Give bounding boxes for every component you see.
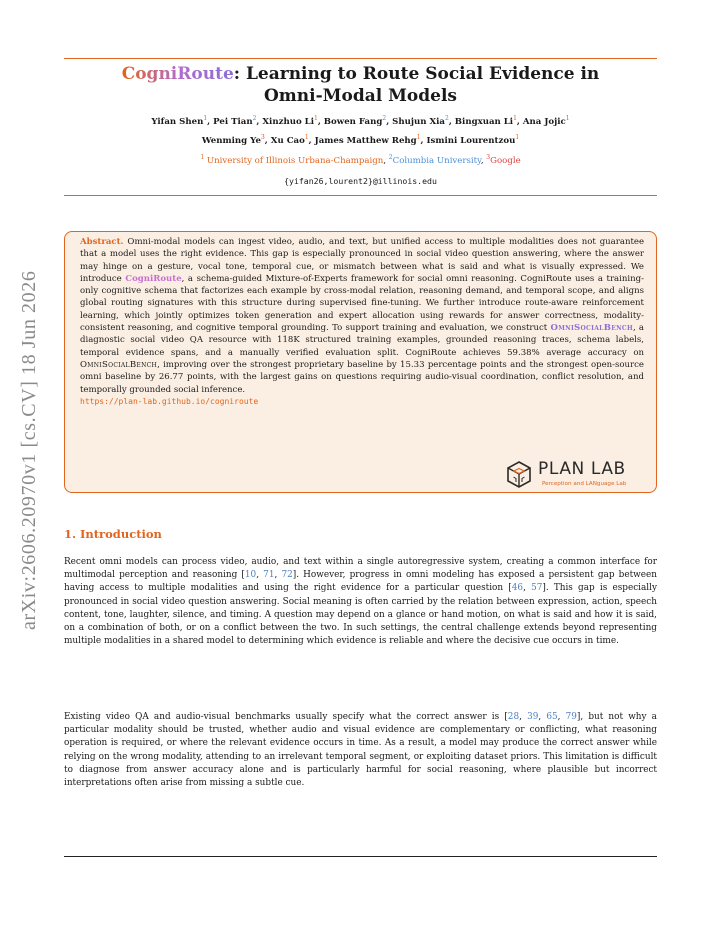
intro-p1-text-c: ]. This gap is especially pronounced in social video question answering. Social meaning is often carried by the relation between expression, action, speech content, tone, laughter, silence, and timing. A question may depend on a glance or hand motion, on what is said and how it is said, on a combination of both, or on a conflict between the two. In such settings, the central challenge extends beyond representing multiple modalities in a shared model to determining which evidence is reliable and where the decisive cue occurs in time. xyxy=(64,583,657,647)
author-name: Yifan Shen xyxy=(151,116,204,127)
citation-link[interactable]: 39 xyxy=(527,712,539,722)
author-name: Xinzhuo Li xyxy=(262,116,314,127)
author-name: Bingxuan Li xyxy=(454,116,514,127)
affil-num-1: 1 xyxy=(200,154,205,161)
title-line2: Omni-Modal Models xyxy=(264,86,457,106)
author-affiliation-mark: 1 xyxy=(513,115,517,122)
abstract-bench-2: OmniSocialBench xyxy=(80,359,158,370)
contact-email: {yifan26,lourent2}@illinois.edu xyxy=(284,176,437,186)
top-rule xyxy=(64,58,657,59)
plan-lab-logo xyxy=(506,460,656,492)
intro-p2-text-a: Existing video QA and audio-visual benchmarks usually specify what the correct answer is [ xyxy=(64,712,508,722)
abstract-bench: OmniSocialBench xyxy=(550,323,633,334)
abstract-part-4: , improving over the strongest proprietary baseline by 15.33 percentage points and the strongest open-source omni baseline by 26.77 points, with the largest gains on questions requiring audio-visual coordination, conflict resolution, and temporally grounded social inference. xyxy=(80,359,644,395)
author-line-2: Wenming Ye$^3$, Xu Cao$^1$, James Matthew Rehg$^1$, Ismini Lourentzou$^1$ xyxy=(201,133,520,146)
abstract-part-3: , a diagnostic social video QA resource with 118K structured training examples, grounded reasoning traces, schema labels, temporal evidence spans, and a manually verified evaluation split. CogniRoute achieves 59.38% average accuracy on xyxy=(80,323,645,358)
abstract-part-1: Omni-modal models can ingest video, audio, and text, but unified access to multiple modalities does not guarantee that a model uses the right evidence. This gap is especially pronounced in social video question answering, where the answer may hinge on a gesture, vocal tone, temporal cue, or mismatch between what is said and what is visually expressed. We introduce xyxy=(80,237,644,284)
author-list xyxy=(64,111,657,149)
author-name: Shujun Xia xyxy=(392,116,445,127)
affil-num-2: 2 xyxy=(388,154,393,161)
intro-p1-text-b: ]. However, progress in omni modeling has exposed a persistent gap between having access to multiple modalities and using the right evidence for a particular question [ xyxy=(64,570,657,594)
intro-paragraph-2: Existing video QA and audio-visual benchmarks usually specify what the correct answer is [28, 39, 65, 79], but not why a particular modality should be trusted, whether audio and visual evidence are complementary or conflicting, what reasoning operation is required, or where the relevant evidence occurs in time. As a result, a model may produce the correct answer while relying on the wrong modality, attending to an irrelevant temporal segment, or exploiting dataset priors. This limitation is difficult to diagnose from answer accuracy alone and is particularly harmful for social reasoning, where plausible but incorrect interpretations often arise from missing a subtle cue. xyxy=(64,712,657,789)
author-affiliation-mark: 2 xyxy=(252,115,257,122)
author-name: Xu Cao xyxy=(270,135,305,146)
citation-link[interactable]: 46 xyxy=(511,583,524,594)
lab-name: PLAN LAB xyxy=(538,459,626,479)
lab-subtitle: Perception and LANguage Lab xyxy=(542,481,627,487)
author-name: Bowen Fang xyxy=(323,116,383,127)
affil-3: Google xyxy=(490,155,521,166)
affil-num-3: 3 xyxy=(486,154,491,161)
author-name: Ismini Lourentzou xyxy=(426,135,516,146)
author-affiliation-mark: 3 xyxy=(260,133,265,141)
author-line-1: Yifan Shen$^1$, Pei Tian$^2$, Xinzhuo Li$^1$, Bowen Fang$^2$, Shujun Xia$^2$, Bingxuan Li$^1$, Ana Jojic$^1$ xyxy=(151,115,570,127)
author-name: Wenming Ye xyxy=(201,135,261,146)
header-rule xyxy=(64,195,657,196)
author-affiliation-mark: 1 xyxy=(304,133,309,141)
abstract-lead: Abstract. xyxy=(80,237,124,247)
author-affiliation-mark: 2 xyxy=(444,115,449,122)
abstract-part-2: , a schema-guided Mixture-of-Experts framework for social omni reasoning. CogniRoute uses a training-only cognitive schema that factorizes each example by cross-modal relation, reasoning demand, and temporal scope, and aligns global routing signatures with this structure during supervised fine-tuning. We further introduce route-aware reinforcement learning, which jointly optimizes token generation and expert allocation using rewards for answer correctness, modality-consistent reasoning, and cognitive temporal grounding. To support training and evaluation, we construct xyxy=(80,273,644,334)
citation-link[interactable]: 72 xyxy=(281,570,293,581)
author-affiliation-mark: 1 xyxy=(515,133,520,141)
citation-link[interactable]: 71 xyxy=(263,570,275,581)
citation-link[interactable]: 28 xyxy=(507,712,520,722)
citation-link[interactable]: 57 xyxy=(531,583,543,594)
title-brand: CogniRoute xyxy=(121,64,234,84)
section-title-introduction: 1. Introduction xyxy=(64,527,162,541)
abstract-text xyxy=(80,236,644,408)
abstract-brand: CogniRoute xyxy=(125,273,182,284)
arxiv-stamp: arXiv:2606.20970v1 [cs.CV] 18 Jun 2026 xyxy=(18,270,40,630)
author-affiliation-mark: 2 xyxy=(382,115,387,122)
intro-p2-text-b: ], but not why a particular modality should be trusted, whether audio and visual evidence are complementary or conflicting, what reasoning operation is required, or where the relevant evidence occurs in time. As a result, a model may produce the correct answer while relying on the wrong modality, attending to an irrelevant temporal segment, or exploiting dataset priors. This limitation is difficult to diagnose from answer accuracy alone and is particularly harmful for social reasoning, where plausible but incorrect interpretations often arise from missing a subtle cue. xyxy=(64,712,657,789)
project-url-link[interactable]: https://plan-lab.github.io/cogniroute xyxy=(80,396,259,406)
citation-link[interactable]: 10 xyxy=(244,570,257,581)
intro-paragraph-1: Recent omni models can process video, audio, and text within a single autoregressive system, creating a common interface for multimodal perception and reasoning [10, 71, 72]. However, progress in omni modeling has exposed a persistent gap between having access to multiple modalities and using the right evidence for a particular question [46, 57]. This gap is especially pronounced in social video question answering. Social meaning is often carried by the relation between expression, action, speech content, tone, laughter, silence, and timing. A question may depend on a glance or hand motion, on what is said and how it is said, on a combination of both, or on a conflict between the two. In such settings, the central challenge extends beyond representing multiple modalities in a shared model to determining which evidence is reliable and where the decisive cue occurs in time. xyxy=(64,557,657,647)
author-name: Ana Jojic xyxy=(522,116,566,127)
paper-title xyxy=(64,63,657,107)
author-affiliation-mark: 1 xyxy=(313,115,318,122)
citation-link[interactable]: 65 xyxy=(546,712,558,722)
cube-logo-icon xyxy=(506,460,532,488)
author-affiliation-mark: 1 xyxy=(203,115,208,122)
author-name: Pei Tian xyxy=(213,116,253,127)
affiliations: $^1$ University of Illinois Urbana-Champaign, $^2$Columbia University, $^3$Google xyxy=(200,154,521,166)
affil-2: Columbia University xyxy=(392,155,481,166)
intro-p1-text-a: Recent omni models can process video, audio, and text within a single autoregressive system, creating a common interface for multimodal perception and reasoning [ xyxy=(64,557,657,581)
affil-1: University of Illinois Urbana-Champaign xyxy=(206,155,384,166)
author-affiliation-mark: 1 xyxy=(416,133,421,141)
title-rest: : Learning to Route Social Evidence in xyxy=(233,64,600,84)
author-name: James Matthew Rehg xyxy=(314,135,417,146)
citation-link[interactable]: 79 xyxy=(565,712,577,722)
author-affiliation-mark: 1 xyxy=(565,115,570,122)
footnote-rule xyxy=(64,856,657,857)
